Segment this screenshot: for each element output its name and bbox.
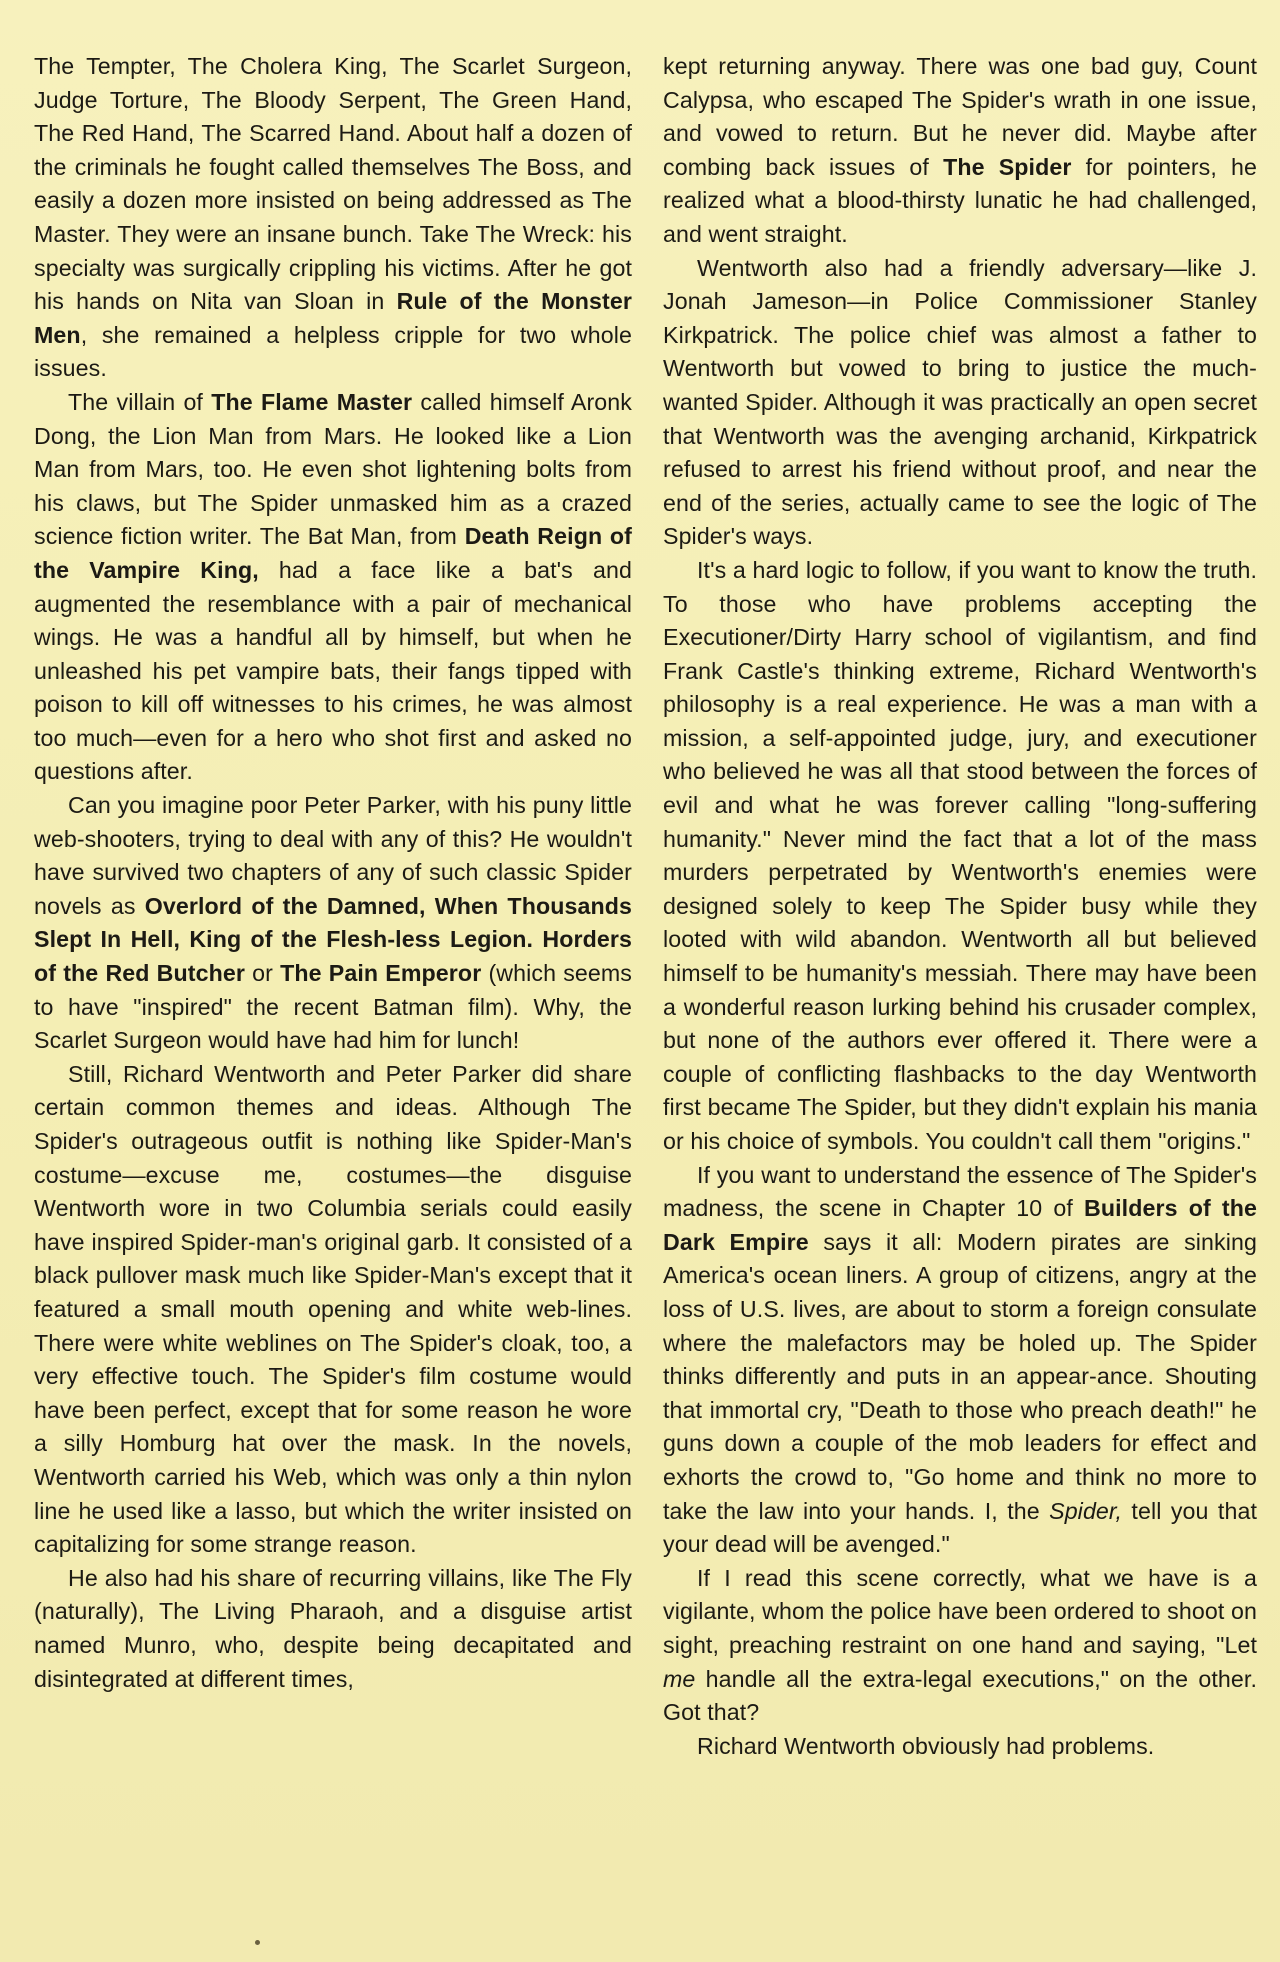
text-run: If you want to understand the essence of The Spider's madness, the scene in Chapter 10 of <box>663 1161 1257 1222</box>
text-run: or <box>245 960 281 987</box>
paragraph <box>663 50 1257 252</box>
text-run: tell you that your dead will be avenged." <box>663 1497 1257 1558</box>
text-run: says it all: Modern pirates are sinking America's ocean liners. A group of citizens, angry at the loss of U.S. lives, are about to storm a foreign consulate where the malefactors may be holed up. The Spider thinks differently and puts in an appear-ance. Shouting that immortal cry, "Death to those who preach death!" he guns down a couple of the mob leaders for effect and exhorts the crowd to, "Go home and think no more to take the law into your hands. I, the <box>663 1228 1257 1524</box>
paragraph: Still, Richard Wentworth and Peter Parker did share certain common themes and ideas. Although The Spider's outrageous outfit is nothing like Spider-Man's costume—excuse me, costumes—the disguise Wentworth wore in two Columbia serials could easily have inspired Spider-man's original garb. It consisted of a black pullover mask much like Spider-Man's except that it featured a small mouth opening and white web-lines. There were white weblines on The Spider's cloak, too, a very effective touch. The Spider's film costume would have been perfect, except that for some reason he wore a silly Homburg hat over the mask. In the novels, Wentworth carried his Web, which was only a thin nylon line he used like a lasso, but which the writer insisted on capitalizing for some strange reason. <box>34 1060 632 1558</box>
text-run: for pointers, he realized what a blood-thirsty lunatic he had challenged, and went straight. <box>663 153 1258 247</box>
paragraph: It's a hard logic to follow, if you want to know the truth. To those who have problems accepting the Executioner/Dirty Harry school of vigilantism, and find Frank Castle's thinking extreme, Richard Wentworth's philosophy is a real experience. He was a man with a mission, a self-appointed judge, jury, and executioner who believed he was all that stood between the forces of evil and what he was forever calling "long-suffering humanity." Never mind the fact that a lot of the mass murders perpetrated by Wentworth's enemies were designed solely to keep The Spider busy while they looted with wild abandon. Wentworth all but believed himself to be humanity's messiah. There may have been a wonderful reason lurking behind his crusader complex, but none of the authors ever offered it. There were a couple of conflicting flashbacks to the day Wentworth first became The Spider, but they didn't explain his mania or his choice of symbols. You couldn't call them "origins." <box>663 556 1257 1154</box>
book-title: Builders of the Dark Empire <box>663 1195 1257 1255</box>
book-title: The Spider <box>943 153 1072 180</box>
paragraph <box>34 50 632 386</box>
paragraph: Wentworth also had a friendly adversary—like J. Jonah Jameson—in Police Commissioner Stanley Kirkpatrick. The police chief was almost a father to Wentworth but vowed to bring to justice the much-wanted Spider. Although it was practically an open secret that Wentworth was the avenging archanid, Kirkpatrick refused to arrest his friend without proof, and near the end of the series, actually came to see the logic of The Spider's ways. <box>663 254 1257 550</box>
paragraph <box>663 1159 1257 1562</box>
book-title: The Flame Master <box>211 388 413 415</box>
text-run: If I read this scene correctly, what we have is a vigilante, whom the police have been ordered to shoot on sight, preaching restraint on one hand and saying, "Let <box>663 1564 1257 1658</box>
paragraph <box>663 1562 1257 1730</box>
text-run: The villain of <box>68 388 212 415</box>
text-run: , she remained a helpless cripple for two whole issues. <box>34 321 632 382</box>
paragraph <box>34 386 632 789</box>
book-title: Rule of the Monster Men <box>34 288 632 348</box>
text-run: handle all the extra-legal executions," on the other. Got that? <box>663 1665 1257 1726</box>
text-run: The Tempter, The Cholera King, The Scarlet Surgeon, Judge Torture, The Bloody Serpent, The Green Hand, The Red Hand, The Scarred Hand. About half a dozen of the criminals he fought called themselves The Boss, and easily a dozen more insisted on being addressed as The Master. They were an insane bunch. Take The Wreck: his specialty was surgically crippling his victims. After he got his hands on Nita van Sloan in <box>34 53 632 315</box>
text-run: kept returning anyway. There was one bad guy, Count Calypsa, who escaped The Spider's wrath in one issue, and vowed to return. But he never did. Maybe after combing back issues of <box>663 53 1257 180</box>
text-run: Can you imagine poor Peter Parker, with his puny little web-shooters, trying to deal with any of this? He wouldn't have survived two chapters of any of such classic Spider novels as <box>34 792 632 919</box>
book-title: Death Reign of the Vampire King, <box>34 523 632 583</box>
book-title-list: Overlord of the Damned, When Thousands Slept In Hell, King of the Flesh-less Legion. Horders of the Red Butcher <box>34 892 633 987</box>
italic-emphasis: me <box>663 1665 696 1692</box>
italic-emphasis: Spider, <box>1049 1497 1123 1524</box>
text-run: (which seems to have "inspired" the recent Batman film). Why, the Scarlet Surgeon would have had him for lunch! <box>34 960 633 1054</box>
left-column <box>34 50 632 1696</box>
text-run: called himself Aronk Dong, the Lion Man from Mars. He looked like a Lion Man from Mars, too. He even shot lightening bolts from his claws, but The Spider unmasked him as a crazed science fiction writer. The Bat Man, from <box>34 388 632 550</box>
right-column <box>663 50 1257 1763</box>
paragraph <box>34 789 632 1058</box>
paragraph: Richard Wentworth obviously had problems. <box>697 1732 1155 1759</box>
text-run: had a face like a bat's and augmented the resemblance with a pair of mechanical wings. He was a handful all by himself, but when he unleashed his pet vampire bats, their fangs tipped with poison to kill off witnesses to his crimes, he was almost too much—even for a hero who shot first and asked no questions after. <box>34 556 632 785</box>
print-speck <box>255 1940 260 1945</box>
book-title: The Pain Emperor <box>280 960 482 987</box>
paragraph: He also had his share of recurring villains, like The Fly (naturally), The Living Pharaoh, and a disguise artist named Munro, who, despite being decapitated and disintegrated at different times, <box>34 1564 632 1692</box>
